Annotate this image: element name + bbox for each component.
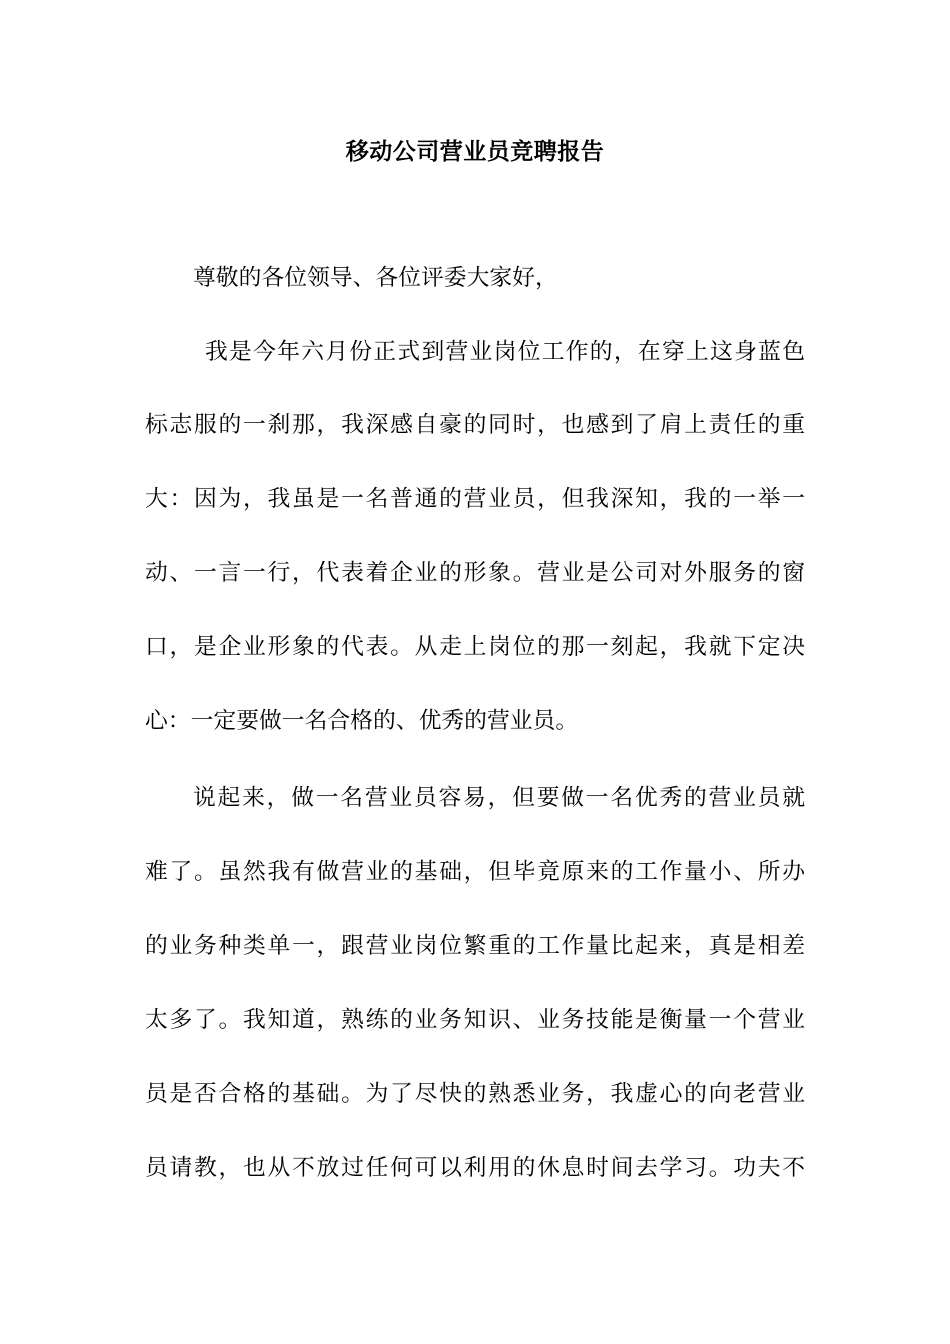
text-line: 心：一定要做一名合格的、优秀的营业员。 <box>145 708 579 734</box>
text-line: 的业务种类单一，跟营业岗位繁重的工作量比起来，真是相差 <box>145 933 805 959</box>
text-line: 员是否合格的基础。为了尽快的熟悉业务，我虚心的向老营业 <box>145 1081 805 1107</box>
text-line: 标志服的一刹那，我深感自豪的同时，也感到了肩上责任的重 <box>145 412 805 438</box>
text-line: 难了。虽然我有做营业的基础，但毕竟原来的工作量小、所办 <box>145 859 805 885</box>
document-title: 移动公司营业员竞聘报告 <box>345 139 605 165</box>
text-line: 口，是企业形象的代表。从走上岗位的那一刻起，我就下定决 <box>145 634 805 660</box>
text-line: 说起来，做一名营业员容易，但要做一名优秀的营业员就 <box>193 785 805 811</box>
text-line-greeting: 尊敬的各位领导、各位评委大家好， <box>193 265 558 291</box>
text-line: 动、一言一行，代表着企业的形象。营业是公司对外服务的窗 <box>145 560 805 586</box>
text-line: 员请教，也从不放过任何可以利用的休息时间去学习。功夫不 <box>145 1155 805 1181</box>
text-line: 大：因为，我虽是一名普通的营业员，但我深知，我的一举一 <box>145 486 805 512</box>
text-line: 太多了。我知道，熟练的业务知识、业务技能是衡量一个营业 <box>145 1007 805 1033</box>
text-line: 我是今年六月份正式到营业岗位工作的，在穿上这身蓝色 <box>205 339 805 365</box>
